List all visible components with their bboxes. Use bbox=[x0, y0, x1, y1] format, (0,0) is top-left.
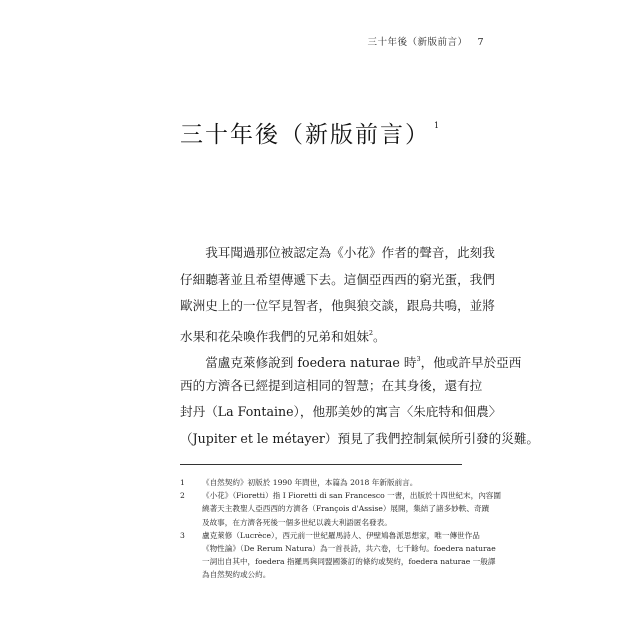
body-line bbox=[180, 426, 540, 453]
footnote bbox=[180, 489, 501, 529]
footnote-line: 《自然契約》初版於 1990 年問世，本篇為 2018 年新版前言。 bbox=[202, 478, 418, 487]
body-line-text: 封丹（La Fontaine），他那美妙的寓言〈朱庇特和佃農〉 bbox=[180, 404, 502, 419]
footnote-number: 3 bbox=[180, 530, 185, 540]
footnote-line: 及故事，在方濟各死後一個多世紀以義大利語匿名發表。 bbox=[202, 517, 392, 527]
footnote-ref: 2 bbox=[368, 328, 374, 337]
body-line-text: （Jupiter et le métayer）預見了我們控制氣候所引發的災難。 bbox=[180, 430, 540, 446]
footnote-number: 2 bbox=[180, 491, 185, 501]
footnote-line: 《物性論》（De Rerum Natura）為一首長詩，共六卷，七千餘句。foedera naturae bbox=[202, 543, 496, 553]
footnote bbox=[180, 529, 496, 582]
body-line bbox=[180, 373, 483, 400]
footnote-number: 1 bbox=[180, 478, 185, 487]
footnotes bbox=[180, 476, 501, 582]
body-text bbox=[180, 240, 540, 452]
body-line bbox=[180, 399, 502, 426]
body-line-text: 仔細聽著並且希望傳遞下去。這個亞西西的窮光蛋，我們 bbox=[180, 271, 495, 287]
page-number: 7 bbox=[477, 37, 484, 48]
body-line bbox=[180, 293, 495, 320]
running-head bbox=[367, 34, 484, 48]
footnote-line: 一詞出自其中，foedera 指羅馬與同盟國簽訂的條約或契約，foedera naturae 一般譯 bbox=[202, 557, 496, 567]
body-line bbox=[180, 346, 522, 373]
body-line bbox=[180, 240, 495, 267]
footnote-line: 《小花》（Fioretti）指 I Fioretti di san Francesco 一書，出版於十四世紀末，內容圍 bbox=[202, 491, 501, 501]
body-line bbox=[180, 320, 462, 347]
footnote-divider bbox=[180, 464, 462, 465]
running-head-title: 三十年後（新版前言） bbox=[367, 37, 468, 48]
footnote bbox=[180, 476, 462, 489]
body-line-text: 當盧克萊修說到 foedera naturae 時 bbox=[180, 355, 417, 370]
chapter-title bbox=[180, 116, 439, 149]
body-line bbox=[180, 267, 495, 294]
body-line-text: 水果和花朵喚作我們的兄弟和姐妹 bbox=[180, 328, 369, 344]
chapter-title-note-ref: 1 bbox=[434, 121, 440, 130]
body-line-text-continued: 。 bbox=[373, 328, 386, 344]
footnote-line: 繞著天主教聖人亞西西的方濟各（François d'Assise）展開，集結了諸多妙軼、奇蹟 bbox=[202, 504, 490, 514]
chapter-title-text: 三十年後（新版前言） bbox=[180, 122, 430, 148]
body-line-text: 西的方濟各已經提到這相同的智慧；在其身後，還有拉 bbox=[180, 377, 483, 393]
footnote-line: 盧克萊修（Lucrèce），西元前一世紀羅馬詩人、伊壁鳩魯派思想家，唯一傳世作品 bbox=[202, 530, 480, 540]
body-line-text-continued: ，他或許早於亞西 bbox=[420, 355, 522, 370]
body-line-text: 歐洲史上的一位罕見智者，他與狼交談，跟鳥共鳴，並將 bbox=[180, 298, 495, 313]
footnote-line: 為自然契約或公約。 bbox=[202, 570, 271, 580]
footnote-ref: 3 bbox=[416, 355, 421, 363]
body-line-text: 我耳聞過那位被認定為《小花》作者的聲音，此刻我 bbox=[180, 245, 495, 260]
